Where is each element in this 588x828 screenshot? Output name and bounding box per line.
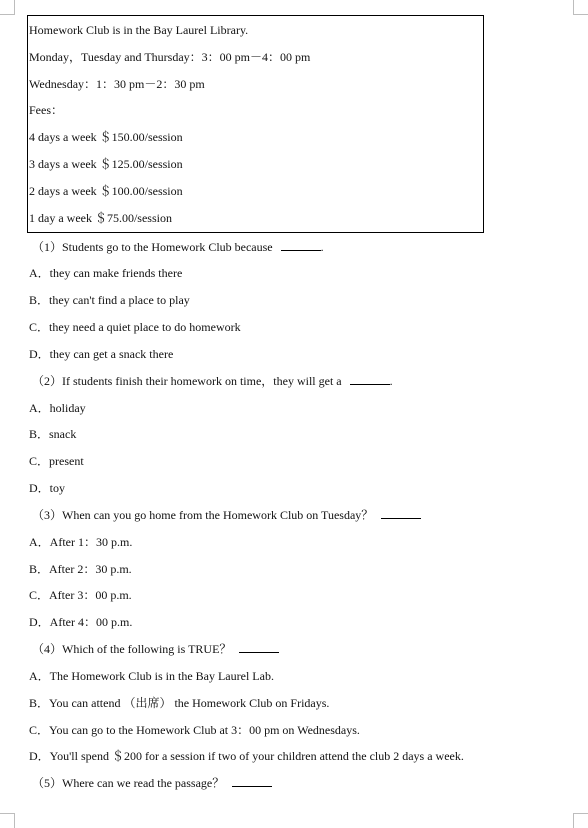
option-item: A．they can make friends there <box>29 266 183 280</box>
info-fee-row: 4 days a week ＄150.00/session <box>29 130 183 144</box>
info-fee-row: 1 day a week ＄75.00/session <box>29 211 172 225</box>
option-item: B．snack <box>29 427 77 441</box>
question-text: （5）Where can we read the passage？ <box>32 776 225 790</box>
option-item: A．holiday <box>29 401 86 415</box>
question-text: （4）Which of the following is TRUE？ <box>32 642 232 656</box>
question-text: （1）Students go to the Homework Club because <box>32 240 273 254</box>
info-location: Homework Club is in the Bay Laurel Library. <box>29 23 249 37</box>
question-2 <box>32 372 393 390</box>
question-1 <box>32 238 324 256</box>
page-corner-mark <box>573 813 588 828</box>
info-wednesday: Wednesday：1：30 pm－2：30 pm <box>29 77 205 91</box>
question-4 <box>32 640 279 658</box>
blank-suffix: . <box>389 374 393 388</box>
question-text: （2）If students finish their homework on time，they will get a <box>32 374 342 388</box>
option-item: D．toy <box>29 481 66 495</box>
question-3 <box>32 506 421 524</box>
answer-blank <box>239 642 279 653</box>
answer-blank <box>232 776 272 787</box>
option-item: B．they can't find a place to play <box>29 293 190 307</box>
option-item: A．After 1：30 p.m. <box>29 535 133 549</box>
page-corner-mark <box>573 0 588 15</box>
question-5 <box>32 774 272 792</box>
info-fees-label: Fees： <box>29 103 63 117</box>
club-info-box <box>27 15 484 233</box>
answer-blank <box>381 508 421 519</box>
blank-suffix: . <box>320 240 324 254</box>
option-item: B．You can attend （出席） the Homework Club on Fridays. <box>29 696 330 710</box>
option-item: C．they need a quiet place to do homework <box>29 320 241 334</box>
page-corner-mark <box>0 813 15 828</box>
info-schedule: Monday，Tuesday and Thursday：3：00 pm－4：00 pm <box>29 50 311 64</box>
option-item: D．After 4：00 p.m. <box>29 615 133 629</box>
option-item: C．After 3：00 p.m. <box>29 588 132 602</box>
option-item: A．The Homework Club is in the Bay Laurel Lab. <box>29 669 274 683</box>
page-corner-mark <box>0 0 15 15</box>
option-item: C．You can go to the Homework Club at 3：00 pm on Wednesdays. <box>29 723 360 737</box>
question-text: （3）When can you go home from the Homework Club on Tuesday？ <box>32 508 374 522</box>
info-fee-row: 2 days a week ＄100.00/session <box>29 184 183 198</box>
answer-blank <box>350 374 390 385</box>
option-item: C．present <box>29 454 84 468</box>
option-item: B．After 2：30 p.m. <box>29 562 132 576</box>
option-item: D．they can get a snack there <box>29 347 174 361</box>
option-item: D．You'll spend ＄200 for a session if two of your children attend the club 2 days a week. <box>29 749 464 763</box>
info-fee-row: 3 days a week ＄125.00/session <box>29 157 183 171</box>
answer-blank <box>281 240 321 251</box>
